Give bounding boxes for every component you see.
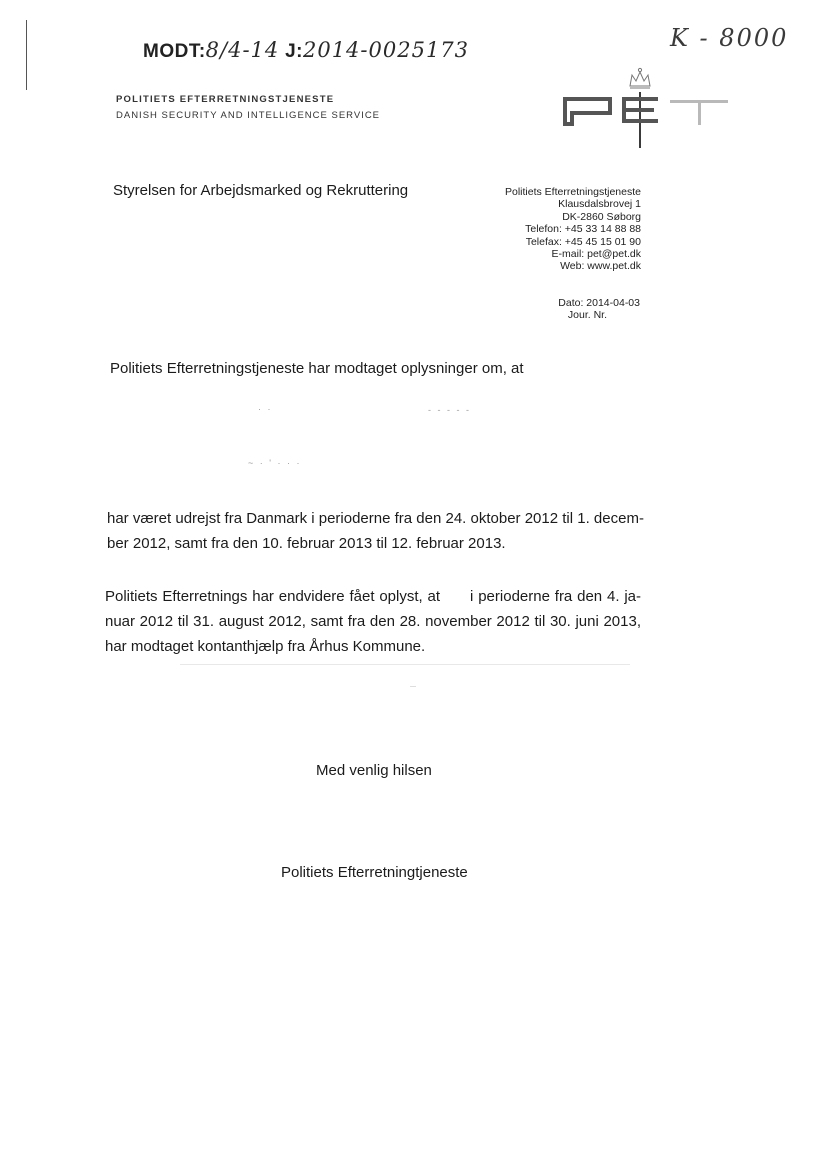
scan-artifact xyxy=(180,664,630,665)
redaction-mark: ~ · ' · · · xyxy=(248,458,302,468)
letterhead-org-danish: POLITIETS EFTERRETNINGSTJENESTE xyxy=(116,94,335,105)
closing-salutation: Med venlig hilsen xyxy=(316,762,432,779)
pet-logo xyxy=(562,66,732,148)
handwritten-reference: K - 8000 xyxy=(670,24,789,52)
sender-email: E-mail: pet@pet.dk xyxy=(551,248,641,261)
paragraph-line: har været udrejst fra Danmark i perioderne fra den 24. oktober 2012 til 1. decem- xyxy=(107,510,644,527)
intro-paragraph: Politiets Efterretningstjeneste har modtaget oplysninger om, at xyxy=(110,360,524,377)
paragraph-line-part: i perioderne fra den 4. ja- xyxy=(470,588,641,605)
paragraph-line: har modtaget kontanthjælp fra Århus Kommune. xyxy=(105,638,426,655)
travel-paragraph xyxy=(107,506,644,556)
stamp-date: 8/4-14 xyxy=(205,38,280,62)
stamp-label: MODT: xyxy=(143,41,206,62)
sender-name: Politiets Efterretningstjeneste xyxy=(505,186,641,198)
paragraph-line: ber 2012, samt fra den 10. februar 2013 til 12. februar 2013. xyxy=(107,535,506,552)
paragraph-line: nuar 2012 til 31. august 2012, samt fra den 28. november 2012 til 30. juni 2013, xyxy=(105,613,641,630)
stamp-journal-label: J: xyxy=(285,41,303,62)
letter-date: Dato: 2014-04-03 xyxy=(558,297,640,309)
logo-letter-t xyxy=(670,100,728,125)
redaction-mark: - - - - - xyxy=(428,405,471,415)
sender-address-block xyxy=(470,186,641,273)
scan-margin-mark xyxy=(26,20,27,90)
redaction-mark: · · xyxy=(258,404,273,414)
sender-city: DK-2860 Søborg xyxy=(562,210,641,223)
sender-street: Klausdalsbrovej 1 xyxy=(558,198,641,211)
date-block xyxy=(500,297,640,322)
paragraph-line-part: Politiets Efterretnings har endvidere fået oplyst, at xyxy=(105,588,441,605)
sender-web: Web: www.pet.dk xyxy=(560,260,641,273)
benefits-paragraph xyxy=(105,584,641,659)
sender-phone: Telefon: +45 33 14 88 88 xyxy=(525,223,641,236)
received-stamp xyxy=(143,38,469,63)
paragraph-line xyxy=(105,584,641,609)
recipient: Styrelsen for Arbejdsmarked og Rekruttering xyxy=(113,182,409,199)
letterhead-org-english: DANISH SECURITY AND INTELLIGENCE SERVICE xyxy=(116,110,381,121)
crown-icon xyxy=(630,68,650,88)
logo-letter-e xyxy=(622,97,658,123)
logo-letter-p xyxy=(565,99,610,124)
stamp-journal-number: 2014-0025173 xyxy=(302,38,470,62)
journal-number-label: Jour. Nr. xyxy=(567,309,607,322)
sender-fax: Telefax: +45 45 15 01 90 xyxy=(525,235,641,248)
scan-artifact xyxy=(410,686,416,687)
signature: Politiets Efterretningtjeneste xyxy=(281,864,468,881)
